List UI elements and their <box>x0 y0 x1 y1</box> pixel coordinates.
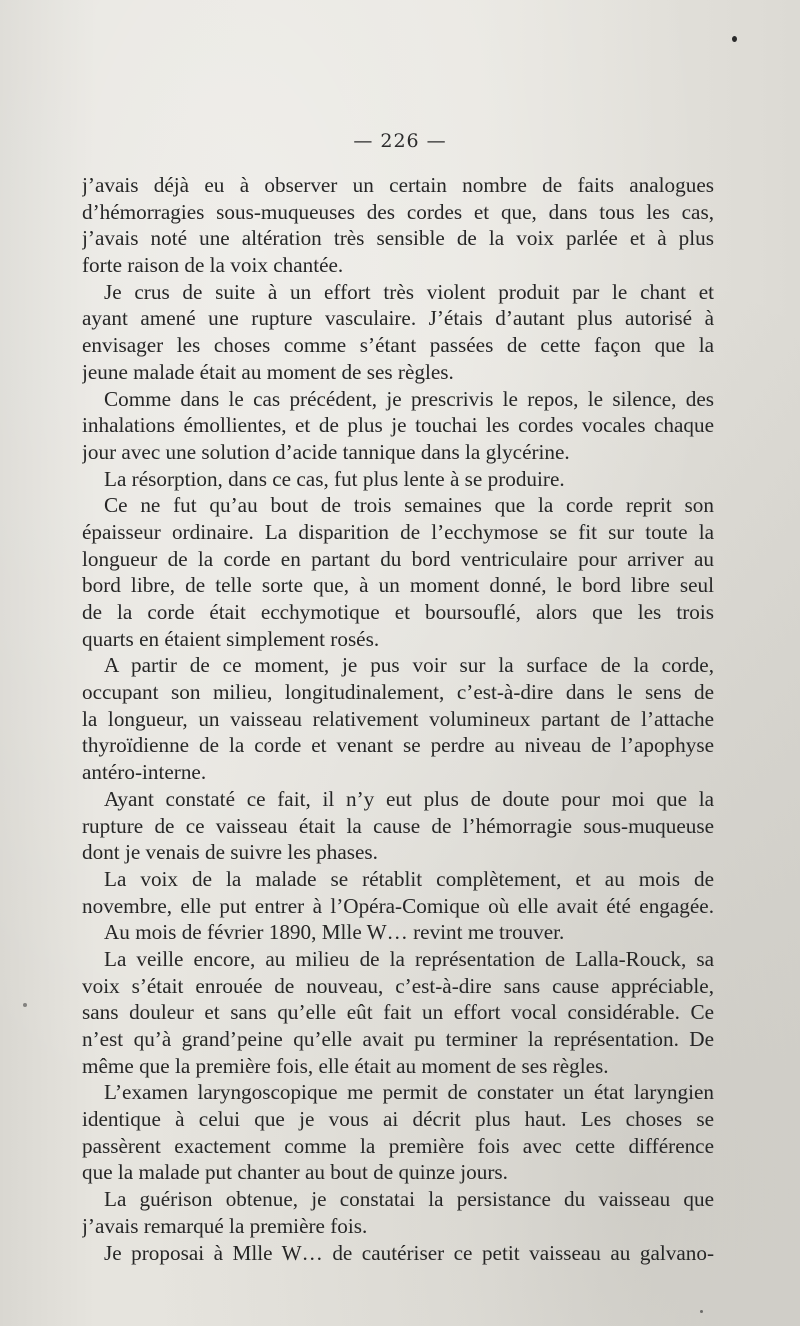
text-line: L’examen laryngoscopique me permit de constater un état laryngien <box>104 1080 714 1105</box>
text-line: bord libre, de telle sorte que, à un moment donné, le bord libre seul <box>82 573 714 598</box>
text-line: j’avais déjà eu à observer un certain nombre de faits analogues <box>82 173 714 197</box>
text-line: Ayant constaté ce fait, il n’y eut plus de doute pour moi que la <box>104 786 714 811</box>
ink-speck <box>732 36 737 42</box>
text-line: Je crus de suite à un effort très violent produit par le chant et <box>104 279 714 304</box>
body-text <box>82 172 714 1266</box>
text-line: épaisseur ordinaire. La disparition de l’ecchymose se fit sur toute la <box>82 519 714 544</box>
text-line: voix s’était enrouée de nouveau, c’est-à-dire sans cause appréciable, <box>82 973 714 998</box>
text-line: La veille encore, au milieu de la représentation de Lalla-Rouck, sa <box>104 946 714 971</box>
text-line: longueur de la corde en partant du bord ventriculaire pour arriver au <box>82 546 714 571</box>
text-line: A partir de ce moment, je pus voir sur la surface de la corde, <box>104 653 714 678</box>
text-line: d’hémorragies sous-muqueuses des cordes et que, dans tous les cas, <box>82 199 714 224</box>
text-line: jour avec une solution d’acide tannique dans la glycérine. <box>82 439 570 464</box>
text-line: de la corde était ecchymotique et boursouflé, alors que les trois <box>82 600 714 624</box>
ink-speck <box>700 1310 703 1313</box>
text-line: ayant amené une rupture vasculaire. J’étais d’autant plus autorisé à <box>82 306 714 331</box>
text-line: La guérison obtenue, je constatai la persistance du vaisseau que <box>104 1187 714 1212</box>
text-line: la longueur, un vaisseau relativement volumineux partant de l’attache <box>82 706 714 731</box>
text-line: même que la première fois, elle était au moment de ses règles. <box>82 1053 609 1078</box>
text-line: passèrent exactement comme la première fois avec cette différence <box>82 1133 714 1158</box>
text-line: envisager les choses comme s’étant passées de cette façon que la <box>82 333 714 358</box>
text-line: dont je venais de suivre les phases. <box>82 840 378 865</box>
text-line: n’est qu’à grand’peine qu’elle avait pu terminer la représentation. De <box>82 1027 714 1051</box>
text-line: sans douleur et sans qu’elle eût fait un effort vocal considérable. Ce <box>82 1000 714 1025</box>
ink-speck <box>23 1003 27 1007</box>
text-line: j’avais remarqué la première fois. <box>82 1213 368 1238</box>
text-line: Comme dans le cas précédent, je prescrivis le repos, le silence, des <box>104 386 714 411</box>
text-line: quarts en étaient simplement rosés. <box>82 626 380 651</box>
text-line: identique à celui que je vous ai décrit plus haut. Les choses se <box>82 1107 714 1132</box>
text-line: La voix de la malade se rétablit complètement, et au mois de <box>104 866 714 891</box>
text-line: que la malade put chanter au bout de quinze jours. <box>82 1160 508 1185</box>
text-line: Je proposai à Mlle W… de cautériser ce petit vaisseau au galvano- <box>104 1240 714 1265</box>
page-number: — 226 — <box>353 130 447 152</box>
text-line: antéro-interne. <box>82 760 207 785</box>
text-line: rupture de ce vaisseau était la cause de l’hémorragie sous-muqueuse <box>82 813 714 838</box>
text-line: La résorption, dans ce cas, fut plus lente à se produire. <box>104 466 565 491</box>
text-line: inhalations émollientes, et de plus je touchai les cordes vocales chaque <box>82 413 714 438</box>
text-line: Au mois de février 1890, Mlle W… revint me trouver. <box>104 920 565 945</box>
text-line: j’avais noté une altération très sensible de la voix parlée et à plus <box>82 226 714 251</box>
text-line: occupant son milieu, longitudinalement, c’est-à-dire dans le sens de <box>82 680 714 705</box>
text-line: jeune malade était au moment de ses règles. <box>82 359 454 384</box>
text-line: novembre, elle put entrer à l’Opéra-Comique où elle avait été engagée. <box>82 893 714 918</box>
text-line: Ce ne fut qu’au bout de trois semaines que la corde reprit son <box>104 493 714 518</box>
text-line: forte raison de la voix chantée. <box>82 253 344 278</box>
text-line: thyroïdienne de la corde et venant se perdre au niveau de l’apophyse <box>82 733 714 758</box>
